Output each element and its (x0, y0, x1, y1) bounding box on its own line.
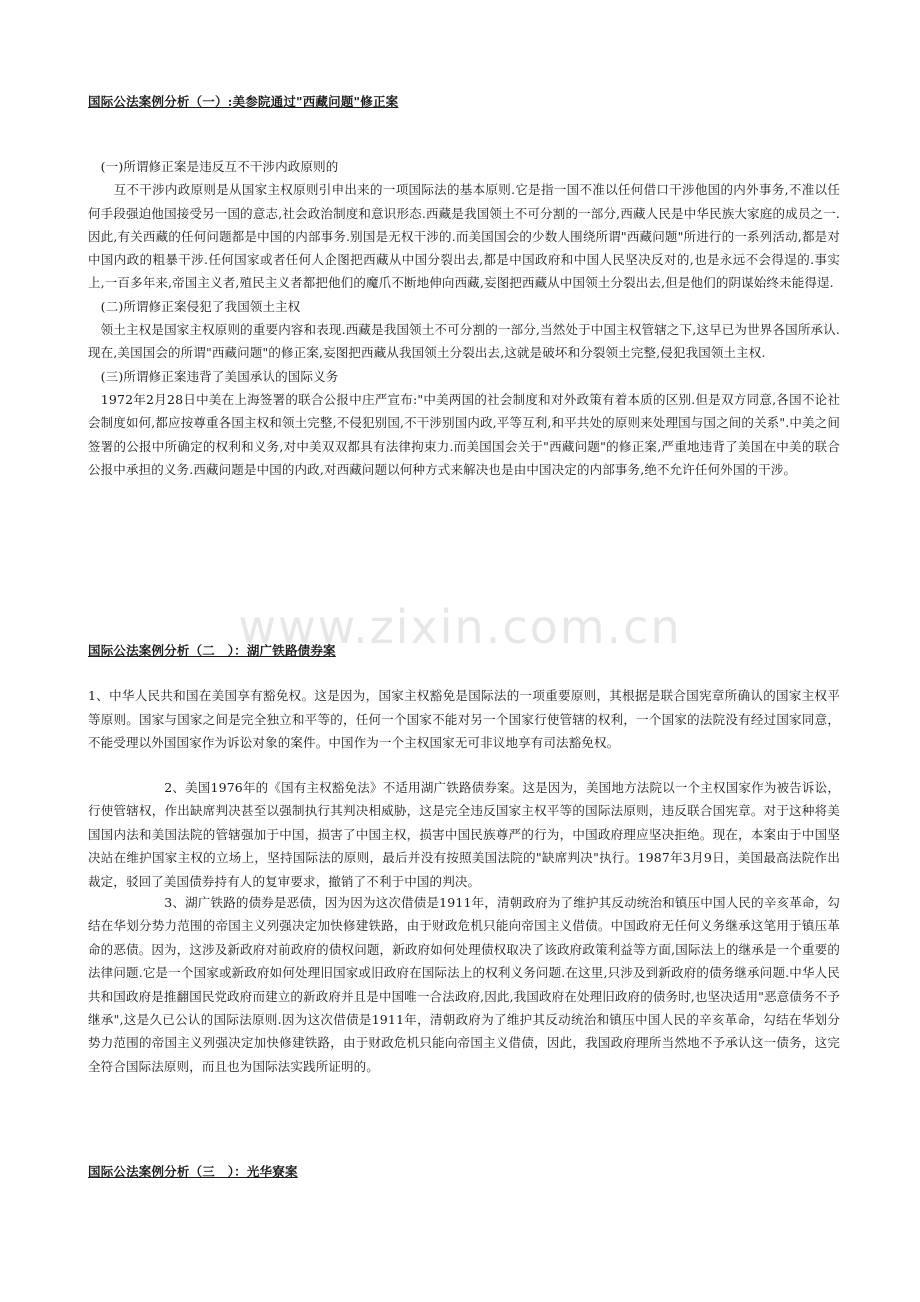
section-2-paragraph-3: 3、湖广铁路的债券是恶债，因为因为这次借债是1911年，清朝政府为了维护其反动统治和镇压中国人民的辛亥革命，勾结在华划分势力范围的帝国主义列强决定加快修建铁路，由于财政危机只能向帝国主义借债。中国政府无任何义务继承这笔用于镇压革命的恶债。因为，这涉及新政府对前政府的债权问题，新政府如何处理债权取决了该政府政策利益等方面,国际法上的继承是一个重要的法律问题.它是一个国家或新政府如何处理旧国家或旧政府在国际法上的权利义务问题.在这里,只涉及到新政府的债务继承问题.中华人民共和国政府是推翻国民党政府而建立的新政府并且是中国唯一合法政府,因此,我国政府在处理旧政府的债务时,也坚决适用"恶意债务不予继承",这是久已公认的国际法原则.因为这次借债是1911年，清朝政府为了维护其反动统治和镇压中国人民的辛亥革命，勾结在华划分势力范围的帝国主义列强决定加快修建铁路，由于财政危机只能向帝国主义借债，因此，我国政府理所当然地不予承认这一债务，这完全符合国际法原则，而且也为国际法实践所证明的。 (88, 895, 840, 1074)
section-1-paragraph: 领土主权是国家主权原则的重要内容和表现.西藏是我国领土不可分割的一部分,当然处于中国主权管辖之下,这早已为世界各国所承认.现在,美国国会的所谓"西藏问题"的修正案,妄图把西藏从我国领土分裂出去,这就是破坏和分裂领土完整,侵犯我国领土主权. (88, 322, 840, 361)
section-1-body (88, 155, 840, 481)
section-2-title: 国际公法案例分析（二 ）：湖广铁路债券案 (88, 643, 336, 658)
section-1-paragraph: 1972年2月28日中美在上海签署的联合公报中庄严宣布:"中美两国的社会制度和对外政策有着本质的区别.但是双方同意,各国不论社会制度如何,都应按尊重各国主权和领土完整,不侵犯别国,不干涉别国内政,平等互利,和平共处的原则来处理国与国之间的关系".中美之间签署的公报中所确定的权利和义务,对中美双双都具有法律拘束力.而美国国会关于"西藏问题"的修正案,严重地违背了美国在中美的联合公报中承担的义务.西藏问题是中国的内政,对西藏问题以何种方式来解决也是由中国决定的内部事务,绝不允许任何外国的干涉。 (88, 391, 840, 477)
section-1-title: 国际公法案例分析（一）:美参院通过"西藏问题"修正案 (88, 94, 399, 109)
watermark: www.zixin.com.cn (238, 600, 682, 654)
section-1-subheading-3: (三)所谓修正案违背了美国承认的国际义务 (88, 368, 339, 384)
section-1-subheading-2: (二)所谓修正案侵犯了我国领土主权 (88, 298, 301, 314)
section-1-subheading-1: (一)所谓修正案是违反互不干涉内政原则的 (88, 159, 339, 174)
section-1-paragraph: 互不干涉内政原则是从国家主权原则引申出来的一项国际法的基本原则.它是指一国不准以任何借口干涉他国的内外事务,不准以任何手段强迫他国接受另一国的意志,社会政治制度和意识形态.西藏是我国领土不可分割的一部分,西藏人民是中华民族大家庭的成员之一.因此,有关西藏的任何问题都是中国的内部事务.别国是无权干涉的.而美国国会的少数人围绕所谓"西藏问题"所进行的一系列活动,都是对中国内政的粗暴干涉.任何国家或者任何人企图把西藏从中国分裂出去,都是中国政府和中国人民坚决反对的,也是永远不会得逞的.事实上,一百多年来,帝国主义者,殖民主义者都把他们的魔爪不断地伸向西藏,妄图把西藏从中国领土分裂出去,但是他们的阴谋始终未能得逞. (88, 182, 840, 291)
section-2-paragraph-1: 1、中华人民共和国在美国享有豁免权。这是因为，国家主权豁免是国际法的一项重要原则，其根据是联合国宪章所确认的国家主权平等原则。国家与国家之间是完全独立和平等的，任何一个国家不能对另一个国家行使管辖的权利，一个国家的法院没有经过国家同意，不能受理以外国国家作为诉讼对象的案件。中国作为一个主权国家无可非议地享有司法豁免权。 (88, 688, 840, 750)
section-2-paragraph-2: 2、美国1976年的《国有主权豁免法》不适用湖广铁路债券案。这是因为，美国地方法院以一个主权国家作为被告诉讼，行使管辖权，作出缺席判决甚至以强制执行其判决相威胁，这是完全违反国家主权平等的国际法原则，违反联合国宪章。对于这种将美国国内法和美国法院的管辖强加于中国，损害了中国主权，损害中国民族尊严的行为，中国政府理应坚决拒绝。现在，本案由于中国坚决站在维护国家主权的立场上，坚持国际法的原则，最后并没有按照美国法院的"缺席判决"执行。1987年3月9日，美国最高法院作出裁定，驳回了美国债券持有人的复审要求，撤销了不利于中国的判决。 (88, 780, 840, 889)
section-3-title: 国际公法案例分析（三 ）：光华寮案 (88, 1164, 298, 1179)
